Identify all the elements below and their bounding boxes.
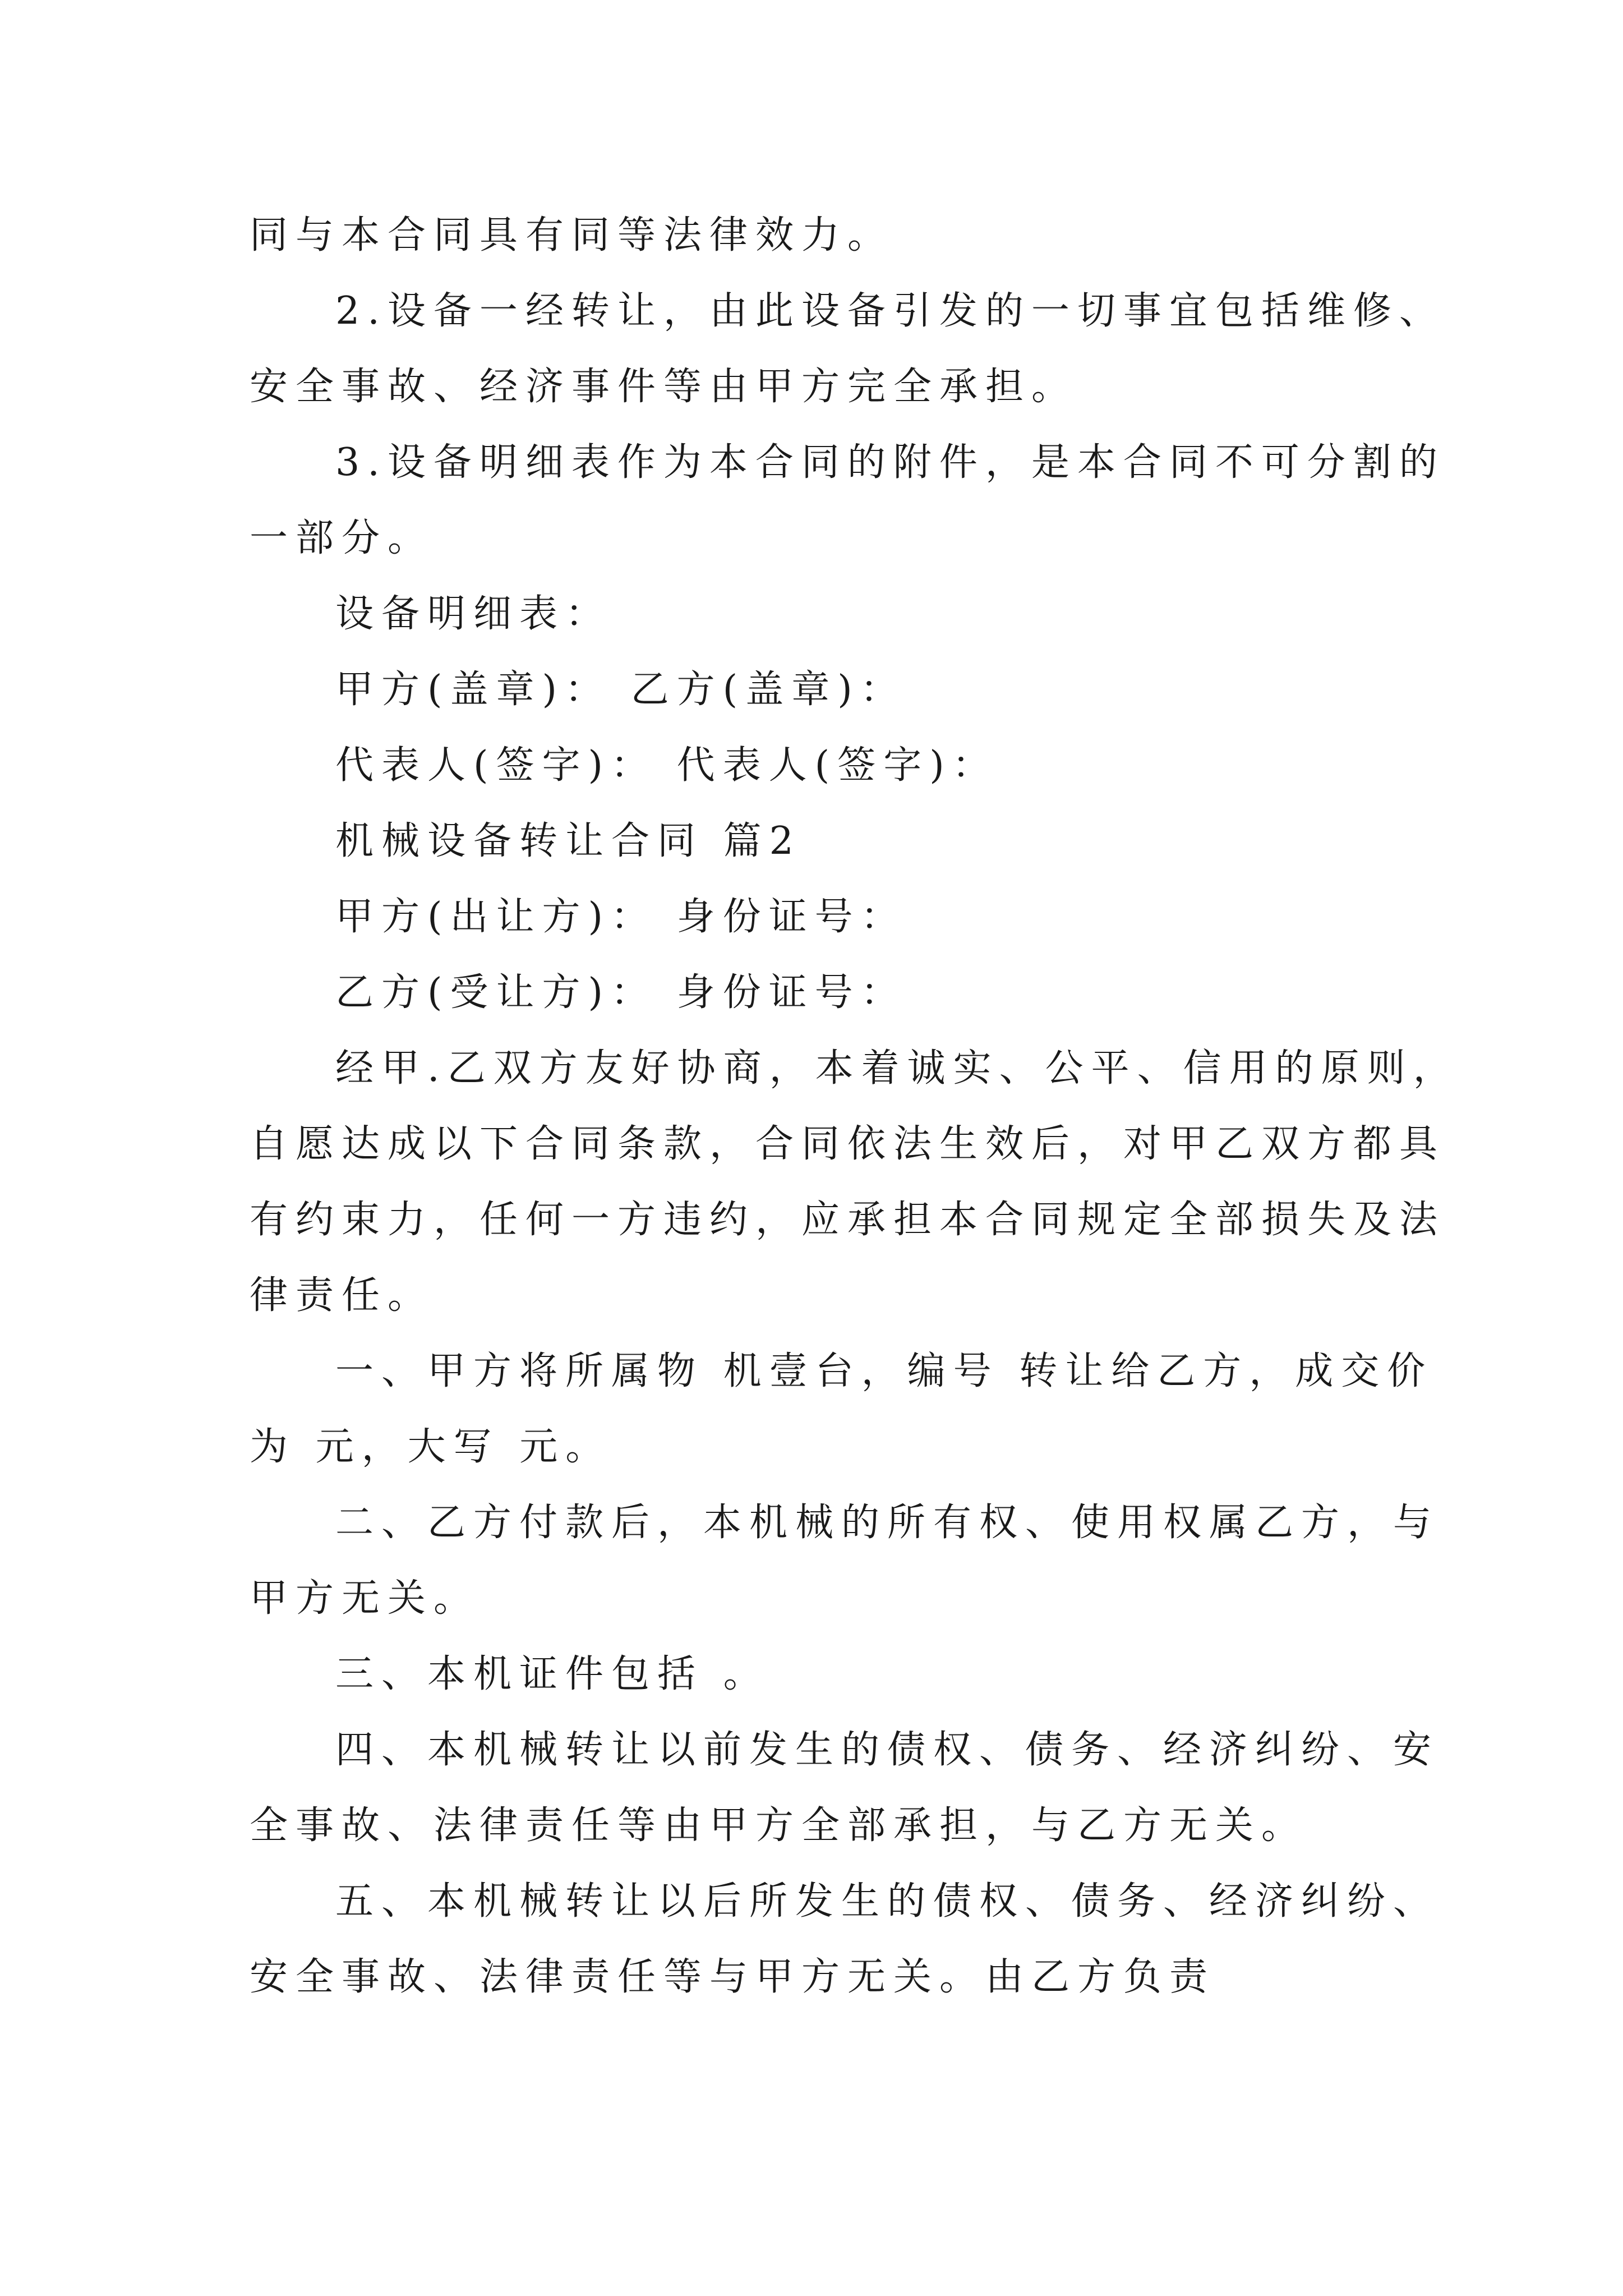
text-line: 甲方(出让方)： 身份证号： — [335, 895, 907, 939]
text-line: 2.设备一经转让，由此设备引发的一切事宜包括维修、 — [335, 289, 1445, 333]
section-heading: 机械设备转让合同 篇2 — [335, 819, 801, 863]
text-line: 一、甲方将所属物 机壹台，编号 转让给乙方，成交价 — [335, 1349, 1433, 1393]
text-line: 甲方(盖章)： 乙方(盖章)： — [335, 668, 906, 712]
text-line: 安全事故、法律责任等与甲方无关。由乙方负责 — [250, 1955, 1216, 1999]
text-line: 一部分。 — [250, 516, 434, 560]
text-line: 三、本机证件包括 。 — [335, 1652, 769, 1696]
text-line: 二、乙方付款后，本机械的所有权、使用权属乙方，与 — [335, 1501, 1440, 1545]
text-line: 全事故、法律责任等由甲方全部承担，与乙方无关。 — [250, 1803, 1308, 1848]
text-line: 四、本机械转让以前发生的债权、债务、经济纠纷、安 — [335, 1728, 1440, 1772]
text-line: 有约束力，任何一方违约，应承担本合同规定全部损失及法 — [250, 1198, 1446, 1242]
text-line: 乙方(受让方)： 身份证号： — [335, 970, 907, 1015]
text-line: 代表人(签字)： 代表人(签字)： — [335, 743, 998, 788]
text-line: 五、本机械转让以后所发生的债权、债务、经济纠纷、 — [335, 1879, 1440, 1924]
text-line: 安全事故、经济事件等由甲方完全承担。 — [250, 365, 1078, 409]
text-line: 律责任。 — [250, 1273, 434, 1318]
text-line: 同与本合同具有同等法律效力。 — [250, 213, 894, 257]
text-line: 设备明细表： — [335, 592, 612, 636]
text-line: 甲方无关。 — [250, 1576, 480, 1621]
text-line: 为 元，大写 元。 — [250, 1425, 612, 1469]
text-line: 经甲.乙双方友好协商，本着诚实、公平、信用的原则， — [335, 1046, 1459, 1091]
text-line: 自愿达成以下合同条款，合同依法生效后，对甲乙双方都具 — [250, 1122, 1446, 1166]
text-line: 3.设备明细表作为本合同的附件，是本合同不可分割的 — [335, 440, 1445, 485]
